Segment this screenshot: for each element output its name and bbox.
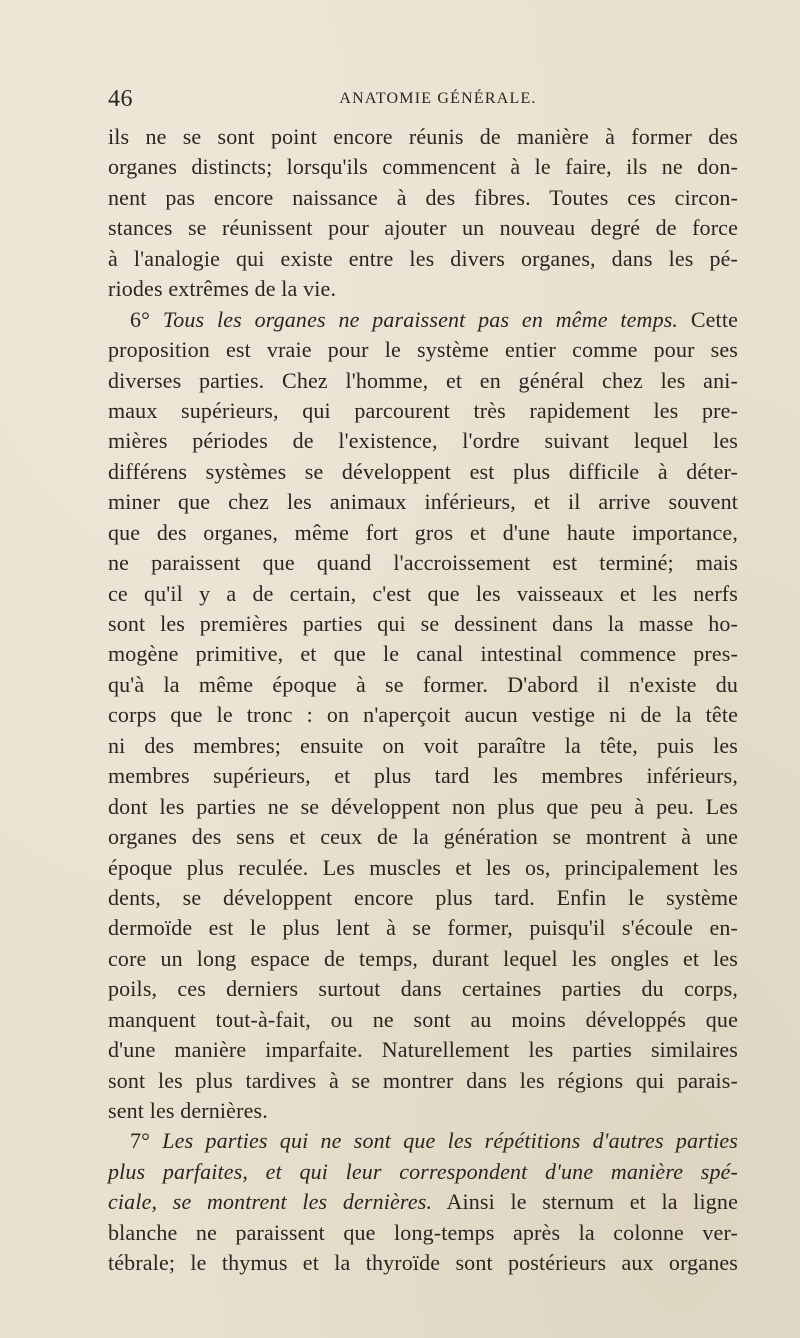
text-line: dents, se développent encore plus tard. Enfin le système — [108, 884, 738, 910]
text-line: différens systèmes se développent est plus difficile à déter- — [108, 458, 738, 484]
text-line: blanche ne paraissent que long-temps après la colonne ver- — [108, 1219, 738, 1245]
italic-proposition: plus parfaites, et qui leur correspondent d'une manière spé- — [108, 1158, 738, 1184]
text-line: mières périodes de l'existence, l'ordre suivant lequel les — [108, 428, 738, 454]
text-line: membres supérieurs, et plus tard les membres inférieurs, — [108, 763, 738, 789]
text-line: organes distincts; lorsqu'ils commencent à le faire, ils ne don- — [108, 154, 738, 180]
text-line: maux supérieurs, qui parcourent très rapidement les pre- — [108, 397, 738, 423]
text-line: ils ne se sont point encore réunis de manière à former des — [108, 124, 738, 149]
running-head — [108, 86, 738, 116]
text-line — [108, 1187, 738, 1217]
text-line: core un long espace de temps, durant lequel les ongles et les — [108, 945, 738, 971]
text-continuation: Ainsi le sternum et la ligne — [432, 1189, 738, 1215]
text-line: tébrale; le thymus et la thyroïde sont postérieurs aux organes — [108, 1250, 738, 1276]
text-line: riodes extrêmes de la vie. — [108, 276, 337, 302]
text-line: que des organes, même fort gros et d'une haute importance, — [108, 519, 738, 545]
text-line: proposition est vraie pour le système entier comme pour ses — [108, 337, 738, 363]
running-title: ANATOMIE GÉNÉRALE. — [339, 90, 537, 107]
text-line: sont les premières parties qui se dessinent dans la masse ho- — [108, 611, 738, 636]
text-continuation: Cette — [678, 306, 738, 332]
page-number: 46 — [108, 86, 133, 112]
text-line — [108, 1126, 738, 1156]
body-text — [108, 122, 738, 1279]
italic-proposition: ciale, se montrent les dernières. — [108, 1189, 433, 1215]
text-line: manquent tout-à-fait, ou ne sont au moins développés que — [108, 1006, 738, 1032]
text-line: organes des sens et ceux de la génération se montrent à une — [108, 824, 738, 850]
section-number: 6° — [130, 306, 163, 332]
text-line: qu'à la même époque à se former. D'abord il n'existe du — [108, 671, 738, 697]
text-line: corps que le tronc : on n'aperçoit aucun vestige ni de la tête — [108, 702, 738, 728]
text-line: diverses parties. Chez l'homme, et en général chez les ani- — [108, 367, 738, 393]
text-line: miner que chez les animaux inférieurs, et il arrive souvent — [108, 489, 738, 515]
italic-proposition: Tous les organes ne paraissent pas en même temps. — [162, 306, 679, 332]
italic-proposition: Les parties qui ne sont que les répétitions d'autres parties — [162, 1128, 739, 1154]
text-line: sont les plus tardives à se montrer dans les régions qui parais- — [108, 1067, 738, 1093]
text-line: époque plus reculée. Les muscles et les os, principalement les — [108, 854, 738, 880]
text-line: stances se réunissent pour ajouter un nouveau degré de force — [108, 215, 738, 241]
text-line: mogène primitive, et que le canal intestinal commence pres- — [108, 641, 738, 667]
text-line — [108, 305, 738, 335]
text-line: ne paraissent que quand l'accroissement est terminé; mais — [108, 550, 738, 576]
text-line: d'une manière imparfaite. Naturellement les parties similaires — [108, 1037, 738, 1063]
text-line: nent pas encore naissance à des fibres. Toutes ces circon- — [108, 184, 738, 210]
text-line: ce qu'il y a de certain, c'est que les vaisseaux et les nerfs — [108, 580, 738, 606]
section-number: 7° — [130, 1128, 163, 1154]
text-line: dermoïde est le plus lent à se former, puisqu'il s'écoule en- — [108, 915, 738, 941]
text-line: sent les dernières. — [108, 1098, 268, 1123]
text-line: dont les parties ne se développent non plus que peu à peu. Les — [108, 793, 738, 819]
text-line: poils, ces derniers surtout dans certaines parties du corps, — [108, 976, 738, 1002]
text-line: ni des membres; ensuite on voit paraître la tête, puis les — [108, 732, 738, 758]
text-line: à l'analogie qui existe entre les divers organes, dans les pé- — [108, 245, 738, 271]
text-line — [108, 1157, 738, 1187]
